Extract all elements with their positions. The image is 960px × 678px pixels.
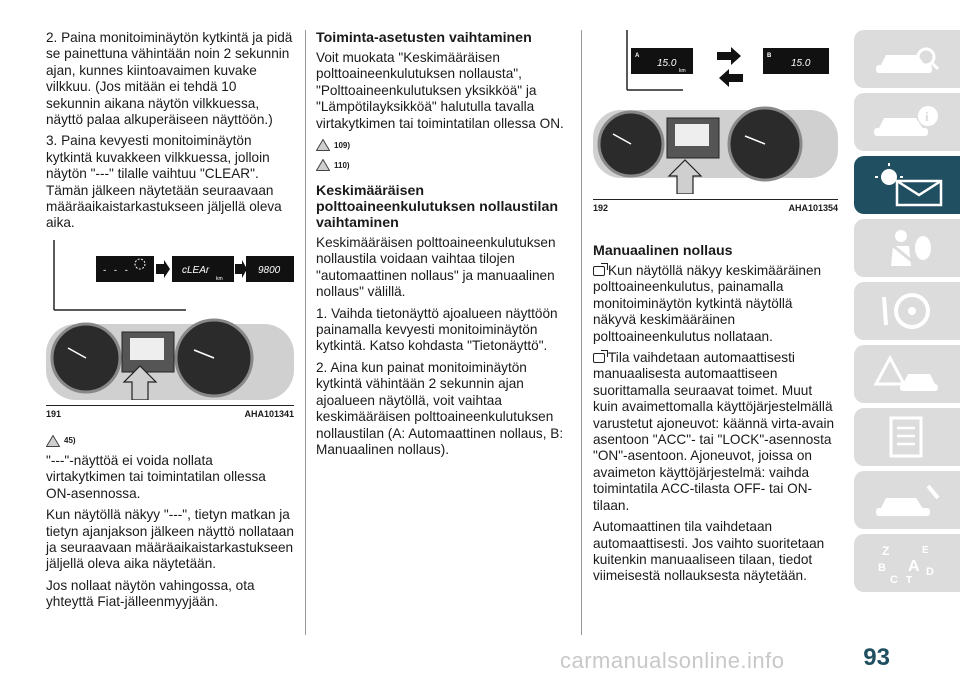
checklist-icon — [877, 416, 937, 458]
watermark: carmanualsonline.info — [560, 648, 785, 673]
mode-switch-text: Keskimääräisen polttoaineenkulutuksen nollaustila voidaan vaihtaa tilojen "automaattinen nollaus" ja manuaalinen nollaus" välillä. — [316, 235, 556, 300]
checkbox-icon — [593, 266, 605, 276]
warning-triangle-icon — [316, 139, 330, 151]
figure-192 — [593, 30, 838, 213]
note-ref: 109) — [334, 140, 351, 150]
mode-a-label: A — [635, 53, 640, 59]
seatbelt-airbag-icon — [877, 228, 937, 268]
display-value: 9800 — [258, 264, 281, 276]
tab-dashboard-lights[interactable] — [854, 156, 960, 214]
car-wrench-icon — [872, 480, 942, 520]
arrow-left-icon — [719, 69, 743, 87]
caution-note-110 — [316, 157, 571, 173]
index-letter: A — [908, 558, 920, 575]
contact-dealer-text: Jos nollaat näytön vahingossa, ota yhteyttä Fiat-jälleenmyyjään. — [46, 577, 255, 610]
figure-191 — [46, 240, 294, 419]
tab-car-info[interactable] — [854, 93, 960, 151]
display-dashes: - - - — [102, 265, 130, 276]
index-letter: E — [922, 545, 929, 556]
section-heading: Toiminta-asetusten vaihtaminen — [316, 30, 532, 46]
note-ref: 45) — [64, 436, 76, 446]
alphabet-index-icon — [872, 541, 942, 585]
warning-triangle-icon — [316, 159, 330, 171]
column-divider — [305, 30, 306, 635]
figure-number: 192 — [593, 203, 609, 213]
chapter-tabs — [854, 30, 960, 597]
auto-switch-text — [593, 350, 838, 514]
column-divider — [581, 30, 582, 635]
car-info-icon — [872, 102, 942, 142]
reset-after-text: Kun näytöllä näkyy "---", tietyn matkan ja tietyn ajanjakson jälkeen näyttö nollataan ja seuraavaan määräaikaistarkastukseen jäljellä oleva aika näytetään. — [46, 507, 294, 572]
index-letter: B — [878, 562, 886, 574]
index-letter: D — [926, 566, 934, 578]
instrument-cluster-illustration-192 — [593, 30, 838, 194]
svg-text:i: i — [925, 109, 929, 124]
display-clear: cLEAr — [182, 264, 210, 276]
tab-checklist[interactable] — [854, 408, 960, 466]
caution-note-45 — [46, 433, 294, 449]
step-3-text: 3. Paina kevyesti monitoiminäytön kytkintä kuvakkeen vilkkuessa, jolloin näytön "---" tilalle vaihtuu "CLEAR". Tämän jälkeen näytetään seuraavaan määräaikaistarkastukseen jäljellä oleva aika. — [46, 133, 282, 231]
step-2-text: 2. Aina kun painat monitoiminäytön kytkintä vähintään 2 sekunnin ajan ajoalueen näytöllä, voit vaihtaa keskimääräisen polttoaineenkulutuksen nollaustilan (A: Automaattinen nollaus, B: Manuaalinen nollaus). — [316, 359, 564, 457]
arrow-right-icon — [156, 260, 170, 278]
checkbox-icon — [593, 353, 605, 363]
column-3 — [593, 30, 838, 590]
page-number: 93 — [863, 644, 890, 671]
step-1-text: 1. Vaihda tietonäyttö ajoalueen näyttöön painamalla kevyesti monitoiminäytön kytkintä. Katso kohdasta "Tietonäyttö". — [316, 305, 558, 354]
column-2 — [316, 30, 571, 463]
display-unit-1: km — [216, 275, 223, 282]
display-unit-a: km — [679, 68, 686, 74]
center-display — [130, 338, 164, 360]
mode-b-label: B — [767, 53, 772, 59]
tab-emergency[interactable] — [854, 345, 960, 403]
display-value-a: 15.0 — [657, 58, 677, 69]
subsection-heading: Keskimääräisen polttoaineenkulutuksen nollaustilan vaihtaminen — [316, 183, 558, 232]
steering-tools-icon — [872, 291, 942, 331]
car-search-icon — [872, 39, 942, 79]
index-letter: Z — [882, 544, 890, 558]
figure-code: AHA101354 — [788, 203, 838, 213]
note-ref: 110) — [334, 160, 350, 170]
warning-car-icon — [872, 354, 942, 394]
index-letter: C — [890, 574, 898, 585]
index-letter: T — [906, 575, 913, 585]
instrument-cluster-illustration-191 — [46, 240, 294, 400]
figure-caption-191 — [46, 405, 294, 419]
arrow-right-icon — [717, 47, 741, 65]
auto-switch-body: Tila vaihdetaan automaattisesti manuaalisesta automaattiseen suorittamalla seuraavat toimet. Muut kuin avaimettomalla käyttöjärjestelmällä varustetut ajoneuvot: käännä virta-avain asentoon "ACC"- tai "LOCK"-asennosta "ON"-asentoon. Ajoneuvot, joissa on avaimeton käyttöjärjestelmä: vaihda toimintatila ACC-tilasta OFF- tai ON-tilaan. — [593, 350, 835, 513]
figure-caption-192 — [593, 199, 838, 213]
column-1 — [46, 30, 294, 616]
section-heading: Manuaalinen nollaus — [593, 243, 733, 259]
auto-mode-text: Automaattinen tila vaihdetaan automaattisesti. Jos vaihto suoritetaan kuitenkin manuaaliseen tilaan, tiedot viimeisestä nollauksesta näytetään. — [593, 519, 825, 584]
tab-index[interactable] — [854, 534, 960, 592]
tab-safety[interactable] — [854, 219, 960, 277]
center-display — [675, 124, 709, 146]
settings-intro-text: Voit muokata "Keskimääräisen polttoaineenkulutuksen nollausta", "Polttoaineenkulutuksen yksikköä" ja "Lämpötilayksikköä" halutulla tavalla virtakytkimen tai toimintatilan ollessa ON. — [316, 50, 564, 131]
manual-reset-body: Kun näytöllä näkyy keskimääräinen polttoaineenkulutus, painamalla monitoiminäytön kytkintä näytöllä näkyvä keskimääräinen polttoaineenkulutus nollataan. — [593, 263, 822, 344]
figure-code: AHA101341 — [244, 408, 294, 419]
arrow-right-icon — [235, 260, 247, 278]
tab-maintenance[interactable] — [854, 471, 960, 529]
caution-note-109 — [316, 137, 571, 153]
figure-number: 191 — [46, 408, 62, 419]
dashboard-light-envelope-icon — [867, 163, 947, 207]
reset-info-text: "---"-näyttöä ei voida nollata virtakytkimen tai toimintatilan ollessa ON-asennossa. — [46, 452, 266, 501]
step-2-text: 2. Paina monitoiminäytön kytkintä ja pidä se painettuna vähintään noin 2 sekunnin ajan, kunnes kiintoavaimen kuvake vilkkuu. (Jos mitään ei tehdä 10 sekunnin aikana näytön vilkkuessa, näyttö palaa alkuperäiseen näyttöön.) — [46, 30, 293, 128]
warning-triangle-icon — [46, 435, 60, 447]
manual-reset-text — [593, 263, 838, 345]
display-value-b: 15.0 — [791, 58, 811, 69]
tab-driving[interactable] — [854, 282, 960, 340]
tab-car-search[interactable] — [854, 30, 960, 88]
